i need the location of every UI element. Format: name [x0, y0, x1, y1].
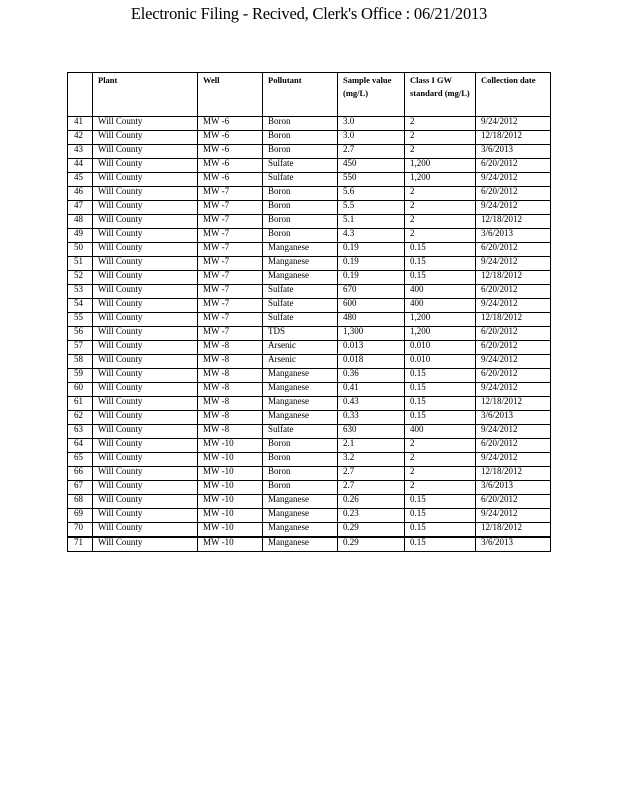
- pollutant-cell: TDS: [263, 327, 338, 341]
- table-row: [68, 369, 551, 383]
- plant-cell: Will County: [93, 299, 198, 313]
- sample-value-cell: 630: [338, 425, 405, 439]
- plant-cell: Will County: [93, 523, 198, 538]
- well-cell: MW -7: [198, 257, 263, 271]
- row-number-cell: 61: [68, 397, 93, 411]
- pollutant-cell: Boron: [263, 215, 338, 229]
- table-row: [68, 383, 551, 397]
- column-header-plant: Plant: [93, 73, 198, 117]
- sample-value-cell: 2.7: [338, 145, 405, 159]
- sample-value-cell: 0.19: [338, 271, 405, 285]
- table-row: [68, 411, 551, 425]
- table-row: [68, 229, 551, 243]
- standard-cell: 1,200: [405, 327, 476, 341]
- standard-cell: 1,200: [405, 173, 476, 187]
- row-number-cell: 71: [68, 537, 93, 552]
- plant-cell: Will County: [93, 201, 198, 215]
- sample-value-cell: 2.7: [338, 481, 405, 495]
- row-number-cell: 45: [68, 173, 93, 187]
- standard-cell: 0.15: [405, 271, 476, 285]
- column-header-pollutant: Pollutant: [263, 73, 338, 117]
- well-cell: MW -10: [198, 523, 263, 538]
- table-row: [68, 341, 551, 355]
- plant-cell: Will County: [93, 481, 198, 495]
- pollutant-cell: Manganese: [263, 369, 338, 383]
- collection-date-cell: 12/18/2012: [476, 523, 551, 538]
- table-row: [68, 509, 551, 523]
- plant-cell: Will County: [93, 495, 198, 509]
- plant-cell: Will County: [93, 327, 198, 341]
- pollutant-cell: Manganese: [263, 257, 338, 271]
- standard-cell: 2: [405, 145, 476, 159]
- plant-cell: Will County: [93, 341, 198, 355]
- well-cell: MW -8: [198, 425, 263, 439]
- table-row: [68, 145, 551, 159]
- row-number-cell: 68: [68, 495, 93, 509]
- well-cell: MW -7: [198, 187, 263, 201]
- plant-cell: Will County: [93, 509, 198, 523]
- row-number-cell: 67: [68, 481, 93, 495]
- sample-value-cell: 0.018: [338, 355, 405, 369]
- pollutant-cell: Boron: [263, 453, 338, 467]
- plant-cell: Will County: [93, 145, 198, 159]
- table-row: [68, 425, 551, 439]
- standard-cell: 0.010: [405, 341, 476, 355]
- collection-date-cell: 9/24/2012: [476, 509, 551, 523]
- pollutant-cell: Manganese: [263, 523, 338, 538]
- sample-value-cell: 450: [338, 159, 405, 173]
- collection-date-cell: 6/20/2012: [476, 341, 551, 355]
- table-row: [68, 453, 551, 467]
- well-cell: MW -7: [198, 285, 263, 299]
- collection-date-cell: 12/18/2012: [476, 215, 551, 229]
- collection-date-cell: 6/20/2012: [476, 187, 551, 201]
- well-cell: MW -7: [198, 215, 263, 229]
- collection-date-cell: 12/18/2012: [476, 131, 551, 145]
- sample-value-cell: 5.5: [338, 201, 405, 215]
- plant-cell: Will County: [93, 411, 198, 425]
- pollutant-cell: Manganese: [263, 243, 338, 257]
- plant-cell: Will County: [93, 229, 198, 243]
- table-row: [68, 243, 551, 257]
- well-cell: MW -8: [198, 383, 263, 397]
- row-number-cell: 56: [68, 327, 93, 341]
- table-row: [68, 537, 551, 552]
- collection-date-cell: 3/6/2013: [476, 145, 551, 159]
- collection-date-cell: 9/24/2012: [476, 425, 551, 439]
- pollutant-cell: Boron: [263, 131, 338, 145]
- collection-date-cell: 9/24/2012: [476, 355, 551, 369]
- collection-date-cell: 3/6/2013: [476, 411, 551, 425]
- table-row: [68, 327, 551, 341]
- standard-cell: 0.15: [405, 383, 476, 397]
- table-row: [68, 313, 551, 327]
- sample-value-cell: 0.43: [338, 397, 405, 411]
- sample-value-cell: 550: [338, 173, 405, 187]
- plant-cell: Will County: [93, 313, 198, 327]
- collection-date-cell: 9/24/2012: [476, 173, 551, 187]
- plant-cell: Will County: [93, 369, 198, 383]
- standard-cell: 400: [405, 299, 476, 313]
- plant-cell: Will County: [93, 215, 198, 229]
- standard-cell: 0.15: [405, 257, 476, 271]
- pollutant-cell: Boron: [263, 467, 338, 481]
- row-number-cell: 55: [68, 313, 93, 327]
- well-cell: MW -6: [198, 131, 263, 145]
- row-number-cell: 43: [68, 145, 93, 159]
- standard-cell: 400: [405, 425, 476, 439]
- standard-cell: 2: [405, 117, 476, 131]
- pollutant-cell: Manganese: [263, 397, 338, 411]
- plant-cell: Will County: [93, 173, 198, 187]
- collection-date-cell: 9/24/2012: [476, 453, 551, 467]
- sample-value-cell: 4.3: [338, 229, 405, 243]
- well-cell: MW -6: [198, 159, 263, 173]
- table-row: [68, 299, 551, 313]
- standard-cell: 2: [405, 481, 476, 495]
- plant-cell: Will County: [93, 453, 198, 467]
- standard-cell: 2: [405, 131, 476, 145]
- table-row: [68, 397, 551, 411]
- well-cell: MW -7: [198, 201, 263, 215]
- well-cell: MW -10: [198, 467, 263, 481]
- pollutant-cell: Boron: [263, 439, 338, 453]
- collection-date-cell: 6/20/2012: [476, 159, 551, 173]
- plant-cell: Will County: [93, 243, 198, 257]
- row-number-cell: 65: [68, 453, 93, 467]
- row-number-cell: 63: [68, 425, 93, 439]
- table-header-row: [68, 73, 551, 117]
- standard-cell: 0.010: [405, 355, 476, 369]
- collection-date-cell: 3/6/2013: [476, 537, 551, 552]
- well-cell: MW -7: [198, 271, 263, 285]
- pollutant-cell: Boron: [263, 117, 338, 131]
- row-number-cell: 60: [68, 383, 93, 397]
- well-cell: MW -8: [198, 369, 263, 383]
- row-number-cell: 64: [68, 439, 93, 453]
- row-number-cell: 42: [68, 131, 93, 145]
- pollutant-cell: Arsenic: [263, 355, 338, 369]
- table-row: [68, 131, 551, 145]
- standard-cell: 400: [405, 285, 476, 299]
- row-number-cell: 48: [68, 215, 93, 229]
- table-row: [68, 285, 551, 299]
- well-cell: MW -6: [198, 173, 263, 187]
- well-cell: MW -7: [198, 327, 263, 341]
- table-row: [68, 257, 551, 271]
- well-cell: MW -10: [198, 509, 263, 523]
- collection-date-cell: 6/20/2012: [476, 327, 551, 341]
- collection-date-cell: 3/6/2013: [476, 481, 551, 495]
- pollutant-cell: Sulfate: [263, 313, 338, 327]
- sample-value-cell: 3.2: [338, 453, 405, 467]
- table-row: [68, 173, 551, 187]
- row-number-cell: 53: [68, 285, 93, 299]
- sample-value-cell: 3.0: [338, 131, 405, 145]
- row-number-cell: 51: [68, 257, 93, 271]
- row-number-cell: 59: [68, 369, 93, 383]
- table-row: [68, 523, 551, 538]
- row-number-cell: 70: [68, 523, 93, 538]
- plant-cell: Will County: [93, 383, 198, 397]
- row-number-cell: 47: [68, 201, 93, 215]
- table-row: [68, 481, 551, 495]
- sample-value-cell: 0.23: [338, 509, 405, 523]
- table-row: [68, 355, 551, 369]
- plant-cell: Will County: [93, 285, 198, 299]
- well-cell: MW -7: [198, 229, 263, 243]
- sample-value-cell: 0.013: [338, 341, 405, 355]
- sample-value-cell: 5.6: [338, 187, 405, 201]
- sample-value-cell: 480: [338, 313, 405, 327]
- sample-value-cell: 0.19: [338, 257, 405, 271]
- table-row: [68, 439, 551, 453]
- table-row: [68, 271, 551, 285]
- collection-date-cell: 12/18/2012: [476, 313, 551, 327]
- pollutant-cell: Boron: [263, 481, 338, 495]
- pollutant-cell: Boron: [263, 145, 338, 159]
- plant-cell: Will County: [93, 159, 198, 173]
- collection-date-cell: 9/24/2012: [476, 257, 551, 271]
- sample-value-cell: 0.36: [338, 369, 405, 383]
- pollutant-cell: Manganese: [263, 383, 338, 397]
- well-cell: MW -10: [198, 481, 263, 495]
- table-row: [68, 187, 551, 201]
- plant-cell: Will County: [93, 271, 198, 285]
- pollutant-cell: Sulfate: [263, 159, 338, 173]
- standard-cell: 0.15: [405, 509, 476, 523]
- pollutant-cell: Manganese: [263, 509, 338, 523]
- column-header-well: Well: [198, 73, 263, 117]
- well-cell: MW -10: [198, 495, 263, 509]
- collection-date-cell: 6/20/2012: [476, 439, 551, 453]
- row-number-cell: 52: [68, 271, 93, 285]
- sample-value-cell: 0.29: [338, 523, 405, 538]
- well-cell: MW -8: [198, 355, 263, 369]
- plant-cell: Will County: [93, 117, 198, 131]
- sample-value-cell: 670: [338, 285, 405, 299]
- standard-cell: 0.15: [405, 523, 476, 538]
- collection-date-cell: 9/24/2012: [476, 299, 551, 313]
- pollutant-cell: Arsenic: [263, 341, 338, 355]
- pollutant-cell: Manganese: [263, 411, 338, 425]
- collection-date-cell: 12/18/2012: [476, 271, 551, 285]
- standard-cell: 0.15: [405, 397, 476, 411]
- collection-date-cell: 12/18/2012: [476, 397, 551, 411]
- well-cell: MW -10: [198, 453, 263, 467]
- plant-cell: Will County: [93, 131, 198, 145]
- standard-cell: 2: [405, 215, 476, 229]
- column-header-standard: Class I GW standard (mg/L): [405, 73, 476, 117]
- well-cell: MW -10: [198, 537, 263, 552]
- sample-value-cell: 1,300: [338, 327, 405, 341]
- row-number-cell: 46: [68, 187, 93, 201]
- pollutant-cell: Boron: [263, 187, 338, 201]
- column-header-number: [68, 73, 93, 117]
- column-header-sample-value: Sample value (mg/L): [338, 73, 405, 117]
- pollutant-cell: Sulfate: [263, 299, 338, 313]
- pollutant-cell: Manganese: [263, 495, 338, 509]
- well-cell: MW -7: [198, 299, 263, 313]
- pollutant-cell: Sulfate: [263, 425, 338, 439]
- column-header-collection-date: Collection date: [476, 73, 551, 117]
- plant-cell: Will County: [93, 439, 198, 453]
- row-number-cell: 62: [68, 411, 93, 425]
- sample-value-cell: 0.29: [338, 537, 405, 552]
- data-table: [67, 72, 551, 552]
- collection-date-cell: 9/24/2012: [476, 383, 551, 397]
- well-cell: MW -10: [198, 439, 263, 453]
- pollutant-cell: Sulfate: [263, 173, 338, 187]
- table-row: [68, 495, 551, 509]
- collection-date-cell: 6/20/2012: [476, 495, 551, 509]
- collection-date-cell: 12/18/2012: [476, 467, 551, 481]
- pollutant-cell: Boron: [263, 201, 338, 215]
- table-row: [68, 467, 551, 481]
- collection-date-cell: 9/24/2012: [476, 201, 551, 215]
- row-number-cell: 49: [68, 229, 93, 243]
- row-number-cell: 69: [68, 509, 93, 523]
- standard-cell: 1,200: [405, 313, 476, 327]
- well-cell: MW -8: [198, 341, 263, 355]
- sample-value-cell: 600: [338, 299, 405, 313]
- row-number-cell: 44: [68, 159, 93, 173]
- standard-cell: 2: [405, 201, 476, 215]
- well-cell: MW -8: [198, 397, 263, 411]
- table-body: [68, 117, 551, 552]
- row-number-cell: 54: [68, 299, 93, 313]
- standard-cell: 0.15: [405, 411, 476, 425]
- row-number-cell: 50: [68, 243, 93, 257]
- plant-cell: Will County: [93, 467, 198, 481]
- collection-date-cell: 9/24/2012: [476, 117, 551, 131]
- standard-cell: 0.15: [405, 495, 476, 509]
- pollutant-cell: Manganese: [263, 537, 338, 552]
- well-cell: MW -7: [198, 243, 263, 257]
- sample-value-cell: 0.41: [338, 383, 405, 397]
- collection-date-cell: 3/6/2013: [476, 229, 551, 243]
- plant-cell: Will County: [93, 187, 198, 201]
- standard-cell: 1,200: [405, 159, 476, 173]
- sample-value-cell: 2.7: [338, 467, 405, 481]
- pollutant-cell: Manganese: [263, 271, 338, 285]
- pollutant-cell: Sulfate: [263, 285, 338, 299]
- row-number-cell: 41: [68, 117, 93, 131]
- well-cell: MW -7: [198, 313, 263, 327]
- sample-value-cell: 0.33: [338, 411, 405, 425]
- collection-date-cell: 6/20/2012: [476, 369, 551, 383]
- sample-value-cell: 0.26: [338, 495, 405, 509]
- sample-value-cell: 3.0: [338, 117, 405, 131]
- pollutant-cell: Boron: [263, 229, 338, 243]
- well-cell: MW -6: [198, 145, 263, 159]
- standard-cell: 2: [405, 453, 476, 467]
- standard-cell: 0.15: [405, 369, 476, 383]
- collection-date-cell: 6/20/2012: [476, 285, 551, 299]
- standard-cell: 0.15: [405, 243, 476, 257]
- plant-cell: Will County: [93, 397, 198, 411]
- sample-value-cell: 5.1: [338, 215, 405, 229]
- well-cell: MW -6: [198, 117, 263, 131]
- standard-cell: 2: [405, 229, 476, 243]
- plant-cell: Will County: [93, 425, 198, 439]
- plant-cell: Will County: [93, 355, 198, 369]
- plant-cell: Will County: [93, 537, 198, 552]
- row-number-cell: 58: [68, 355, 93, 369]
- well-cell: MW -8: [198, 411, 263, 425]
- sample-value-cell: 0.19: [338, 243, 405, 257]
- table-row: [68, 117, 551, 131]
- table-row: [68, 201, 551, 215]
- table-row: [68, 215, 551, 229]
- page-title: Electronic Filing - Recived, Clerk's Office : 06/21/2013: [130, 4, 488, 23]
- standard-cell: 2: [405, 439, 476, 453]
- row-number-cell: 57: [68, 341, 93, 355]
- sample-value-cell: 2.1: [338, 439, 405, 453]
- row-number-cell: 66: [68, 467, 93, 481]
- standard-cell: 0.15: [405, 537, 476, 552]
- plant-cell: Will County: [93, 257, 198, 271]
- collection-date-cell: 6/20/2012: [476, 243, 551, 257]
- standard-cell: 2: [405, 467, 476, 481]
- table-row: [68, 159, 551, 173]
- standard-cell: 2: [405, 187, 476, 201]
